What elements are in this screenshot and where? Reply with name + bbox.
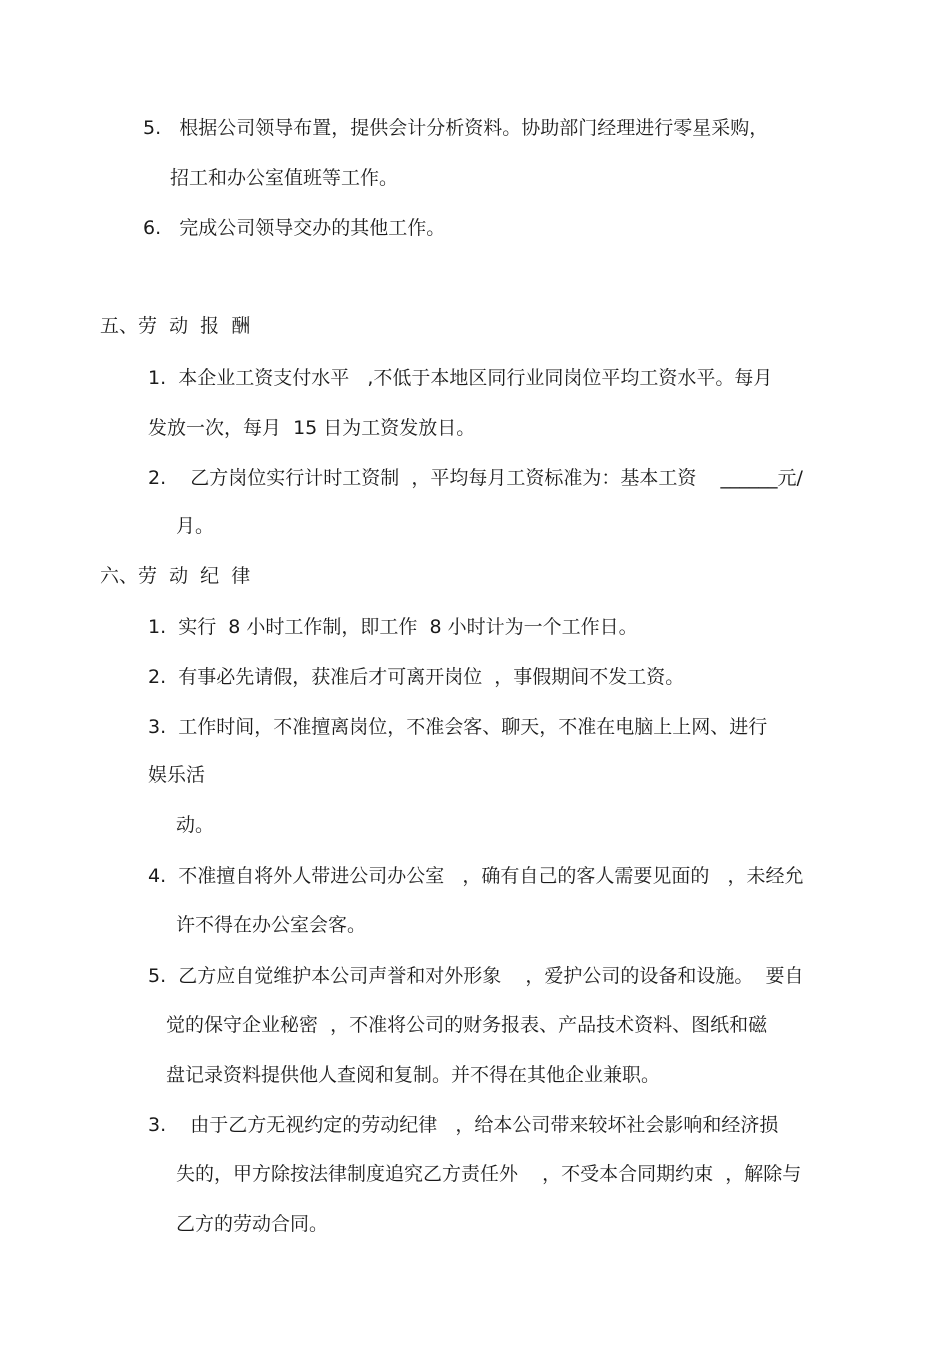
section-6-heading: 六、劳 动 纪 律 xyxy=(100,565,251,587)
pay-1-line-1: 1. 本企业工资支付水平 ,不低于本地区同行业同岗位平均工资水平。每月 xyxy=(148,367,773,389)
discipline-3-line-1: 3. 工作时间，不准擅离岗位，不准会客、聊天，不准在电脑上上网、进行 xyxy=(148,716,768,738)
discipline-3-line-3: 动。 xyxy=(176,814,215,836)
pay-1-line-2: 发放一次，每月 15 日为工资发放日。 xyxy=(148,417,476,439)
duty-6-line-1: 6. 完成公司领导交办的其他工作。 xyxy=(143,217,446,239)
duty-5-line-2: 招工和办公室值班等工作。 xyxy=(170,167,399,189)
pay-2-line-1: 2. 乙方岗位实行计时工资制 ，平均每月工资标准为：基本工资 ______元/ xyxy=(148,467,803,489)
discipline-3b-line-3: 乙方的劳动合同。 xyxy=(176,1213,329,1235)
discipline-4-line-1: 4. 不准擅自将外人带进公司办公室 ，确有自己的客人需要见面的 ，未经允 xyxy=(148,865,804,887)
duty-5-line-1: 5. 根据公司领导布置，提供会计分析资料。协助部门经理进行零星采购， xyxy=(143,117,769,139)
discipline-3-line-2: 娱乐活 xyxy=(148,764,206,786)
discipline-2-line-1: 2. 有事必先请假，获准后才可离开岗位 ，事假期间不发工资。 xyxy=(148,666,685,688)
discipline-4-line-2: 许不得在办公室会客。 xyxy=(176,914,367,936)
discipline-5-line-2: 觉的保守企业秘密 ，不准将公司的财务报表、产品技术资料、图纸和磁 xyxy=(166,1014,768,1036)
discipline-1-line-1: 1. 实行 8 小时工作制，即工作 8 小时计为一个工作日。 xyxy=(148,616,638,638)
discipline-5-line-1: 5. 乙方应自觉维护本公司声誉和对外形象 ，爱护公司的设备和设施。 要自 xyxy=(148,965,804,987)
discipline-3b-line-1: 3. 由于乙方无视约定的劳动纪律 ，给本公司带来较坏社会影响和经济损 xyxy=(148,1114,779,1136)
section-5-heading: 五、劳 动 报 酬 xyxy=(100,315,251,337)
pay-2-line-2: 月。 xyxy=(176,515,215,537)
discipline-3b-line-2: 失的，甲方除按法律制度追究乙方责任外 ，不受本合同期约束 ，解除与 xyxy=(176,1163,802,1185)
discipline-5-line-3: 盘记录资料提供他人查阅和复制。并不得在其他企业兼职。 xyxy=(166,1064,661,1086)
